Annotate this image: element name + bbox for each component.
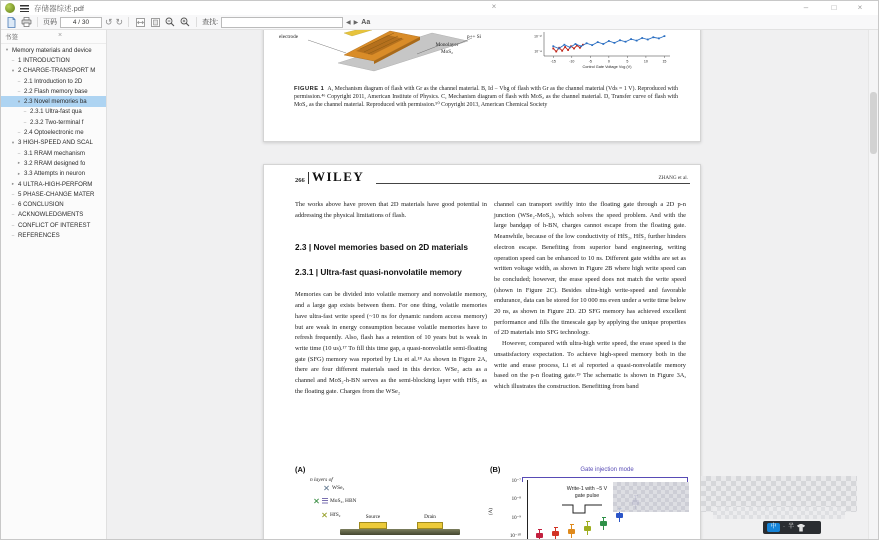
bookmarks-panel bbox=[1, 30, 107, 539]
vertical-scrollbar[interactable] bbox=[868, 30, 878, 539]
header-rule bbox=[376, 183, 690, 184]
toolbar-separator bbox=[128, 17, 129, 27]
toolbar-separator bbox=[37, 17, 38, 27]
bookmarks-tree bbox=[1, 45, 106, 241]
bookmarks-panel-header bbox=[1, 30, 106, 44]
chart-element bbox=[636, 40, 638, 42]
y-tick-label: 10⁻¹⁰ bbox=[509, 534, 521, 539]
chart-element: -15 bbox=[550, 59, 556, 64]
bookmark-item[interactable] bbox=[1, 210, 106, 220]
body-paragraph: Memories can be divided into volatile memory and nonvolatile memory, and a large gap exists between them. For one thing, volatile memories have ultra-fast write speed (~10 ns for dynamic random access memory) but are weak in energy consumption because volatile memories have to refresh frequently. Also, flash has a retention of 10 years but is weak in write time (10 us).¹⁷ To fill this time gap, a quasi-nonvolatile semi-floating gate (SFG) memory was reported by Liu et al.¹⁸ As shown in Figure 2A, there are four different materials used in this device. WSe₂ acts as a channel and MoS₂-h-BN serves as the semi-blocking layer with HfS₂ as the floating gate. Charges from the WSe₂ bbox=[295, 291, 487, 395]
running-head: ZHANG et al. bbox=[658, 175, 688, 181]
figure1-mos2-label: MoS₂ bbox=[441, 49, 453, 55]
bookmark-label: ACKNOWLEDGMENTS bbox=[18, 211, 84, 219]
ime-language-icon[interactable]: 中 bbox=[767, 523, 780, 532]
chart-element bbox=[602, 43, 604, 45]
source-label: Source bbox=[365, 514, 381, 520]
find-label: 查找: bbox=[202, 19, 219, 26]
watermark-mosaic bbox=[713, 507, 845, 519]
annotation-line: gate pulse bbox=[574, 492, 600, 499]
page-number-label: 页码 bbox=[43, 19, 57, 26]
tree-expander-icon[interactable]: – bbox=[17, 150, 21, 156]
bookmark-item[interactable] bbox=[1, 220, 106, 230]
tree-expander-icon[interactable]: ▸ bbox=[11, 181, 15, 186]
chart-element bbox=[625, 41, 627, 43]
bookmark-item[interactable] bbox=[1, 199, 106, 209]
tab-title[interactable]: 存储器综述.pdf bbox=[34, 4, 85, 13]
chart-element bbox=[552, 48, 554, 50]
tree-expander-icon[interactable]: – bbox=[11, 57, 15, 63]
chart-element bbox=[575, 43, 577, 45]
y-tick-label: 10⁻⁷ bbox=[511, 478, 521, 484]
bookmark-label: 2.2 Flash memory base bbox=[24, 87, 88, 95]
tree-expander-icon[interactable]: ▸ bbox=[17, 170, 21, 176]
app-logo-icon bbox=[5, 3, 15, 13]
chart-element bbox=[561, 50, 563, 52]
box-plot-point bbox=[568, 529, 575, 534]
chart-element bbox=[564, 46, 566, 48]
chart-element bbox=[569, 46, 571, 48]
bookmark-label: Memory materials and device bbox=[12, 46, 92, 54]
header-divider bbox=[308, 172, 309, 184]
chart-element: 5 bbox=[626, 59, 629, 64]
find-input[interactable] bbox=[221, 17, 343, 28]
chart-element: -10 bbox=[569, 59, 575, 64]
chart-element bbox=[641, 37, 643, 39]
window-close-button[interactable]: × bbox=[857, 3, 863, 12]
chart-element bbox=[591, 44, 593, 46]
bookmark-item[interactable] bbox=[1, 169, 106, 179]
tree-expander-icon[interactable]: ▾ bbox=[11, 139, 15, 145]
bookmark-label: 6 CONCLUSION bbox=[18, 201, 64, 209]
bookmark-label: 3.1 RRAM mechanism bbox=[24, 149, 85, 157]
zoom-in-icon[interactable] bbox=[179, 16, 191, 28]
bookmark-item[interactable] bbox=[1, 117, 106, 127]
bookmark-label: 3 HIGH-SPEED AND SCAL bbox=[18, 139, 93, 147]
chart-element: 10⁻¹² bbox=[534, 49, 542, 54]
tree-expander-icon[interactable]: – bbox=[17, 88, 21, 94]
left-column bbox=[295, 200, 487, 397]
chart-element bbox=[573, 48, 575, 50]
fit-width-icon[interactable] bbox=[134, 16, 146, 28]
figure2b-y-axis-ticks bbox=[492, 480, 524, 539]
find-next-icon[interactable]: ▶ bbox=[353, 19, 359, 26]
chart-element bbox=[608, 40, 610, 42]
device-substrate bbox=[340, 529, 460, 535]
body-paragraph: channel can transport swiftly into the floating gate through a 2D p-n junction (WSe₂-MoS₂), which solves the speed problem. And with the large bandgap of h-BN, charges cannot escape from the floating gate. Meanwhile, because of the low conductivity of HfS₂, HfS₂ further hinders electron escape. Benefiting from superior band engineering, writing operation speed can be enhanced to 10 ns. Different gate widths are set as written voltage width, as shown in Figure 2B where high write speed can be concluded; however, the erase speed does not match the write speed (shown in Figure 2C). Besides ultra-high write-speed and favorable endurance, data can be stored for 10 000 ms even under a write time below 20 ns, as shown in Figure 2D. 2D SFG memory has achieved excellent performance and fills the timescale gap by applying the unique properties of 2D materials into SFG technology. bbox=[494, 201, 686, 337]
legend-label: MoS₂, HBN bbox=[330, 498, 357, 504]
zoom-out-icon[interactable] bbox=[164, 16, 176, 28]
chart-element bbox=[614, 42, 616, 44]
section-heading-2-3: 2.3 | Novel memories based on 2D materials bbox=[295, 242, 468, 253]
bookmark-item[interactable] bbox=[1, 127, 106, 137]
tree-expander-icon[interactable]: ▾ bbox=[5, 47, 9, 53]
bookmark-label: REFERENCES bbox=[18, 231, 60, 239]
chart-element bbox=[558, 48, 560, 50]
figure1-electrode-label: electrode bbox=[279, 34, 299, 40]
body-paragraph: However, compared with ultra-high write speed, the erase speed is the unsatisfactory expectation. To achieve high-speed memory both in the write and erase process, Li et al reported a quasi-nonvolatile memory based on the p-n floating gate.¹⁹ The schematic is shown in Figure 3A, which illustrates the construction. Benefitting from band bbox=[494, 340, 686, 390]
bookmark-label: CONFLICT OF INTEREST bbox=[18, 221, 91, 229]
bookmark-item[interactable] bbox=[1, 66, 106, 76]
chart-element: 10 bbox=[643, 59, 648, 64]
y-tick-label: 10⁻⁸ bbox=[511, 497, 521, 503]
chart-element bbox=[652, 36, 654, 38]
bookmark-item[interactable] bbox=[1, 96, 106, 106]
find-previous-icon[interactable]: ◀ bbox=[346, 19, 351, 26]
figure2b-label: (B) bbox=[490, 465, 501, 474]
titlebar bbox=[1, 1, 878, 15]
window-maximize-button[interactable]: □ bbox=[831, 3, 837, 12]
chart-element bbox=[580, 45, 582, 47]
bookmark-label: 4 ULTRA-HIGH-PERFORM bbox=[18, 180, 93, 188]
bookmark-label: 2.1 Introduction to 2D bbox=[24, 77, 83, 85]
box-plot-point bbox=[600, 521, 607, 526]
source-electrode bbox=[359, 522, 387, 529]
legend-label: HfS₂ bbox=[330, 512, 341, 518]
bookmark-label: 3.3 Attempts in neuron bbox=[24, 170, 85, 178]
bookmarks-title: 书签 bbox=[5, 34, 18, 41]
chart-element bbox=[586, 42, 588, 44]
bookmark-item[interactable] bbox=[1, 189, 106, 199]
chart-element: 0 bbox=[607, 59, 610, 64]
gate-pulse-icon bbox=[560, 502, 604, 516]
wse2-lattice-icon bbox=[324, 485, 330, 491]
hfs2-lattice-icon bbox=[322, 512, 328, 518]
ime-halfwidth-icon[interactable]: 半 bbox=[788, 524, 795, 530]
tree-expander-icon[interactable]: – bbox=[11, 222, 15, 228]
toolbar-separator bbox=[196, 17, 197, 27]
bookmark-item[interactable] bbox=[1, 148, 106, 158]
mos2-lattice-icon bbox=[314, 498, 320, 504]
drain-label: Drain bbox=[424, 514, 436, 520]
chart-element bbox=[630, 38, 632, 40]
scrollbar-thumb[interactable] bbox=[870, 92, 877, 154]
page-number-input[interactable] bbox=[60, 17, 102, 28]
figure1-monolayer-label: Monolayer bbox=[435, 42, 459, 48]
bookmark-item[interactable] bbox=[1, 55, 106, 65]
drain-electrode bbox=[417, 522, 443, 529]
open-document-icon[interactable] bbox=[5, 16, 17, 28]
tree-expander-icon[interactable]: – bbox=[11, 191, 15, 197]
print-icon[interactable] bbox=[20, 16, 32, 28]
chart-element bbox=[567, 49, 569, 51]
bookmark-item[interactable] bbox=[1, 230, 106, 240]
figure2a-sublabel: n layers of bbox=[310, 477, 333, 483]
ime-status-bar[interactable] bbox=[763, 521, 821, 534]
y-tick-label: 10⁻⁹ bbox=[511, 515, 521, 521]
legend-row-hfs2 bbox=[322, 512, 341, 518]
bookmark-item[interactable] bbox=[1, 107, 106, 117]
bookmark-label: 2 CHARGE-TRANSPORT M bbox=[18, 67, 96, 75]
hbn-layers-icon bbox=[322, 498, 328, 504]
chart-element: -5 bbox=[588, 59, 592, 64]
toolbar bbox=[1, 15, 878, 30]
box-plot-point bbox=[536, 533, 543, 538]
legend-row-mos2-hbn bbox=[314, 498, 356, 504]
fit-page-icon[interactable] bbox=[149, 16, 161, 28]
figure2a-label: (A) bbox=[295, 465, 306, 474]
figure1-substrate-label: p++ Si bbox=[467, 34, 482, 40]
ime-punctuation-icon[interactable]: · bbox=[783, 524, 785, 530]
section-heading-2-3-1: 2.3.1 | Ultra-fast quasi-nonvolatile memory bbox=[295, 266, 462, 277]
box-plot-point bbox=[616, 513, 623, 518]
bookmarks-close-icon[interactable]: × bbox=[58, 32, 63, 39]
body-paragraph: The works above have proven that 2D materials have good potential in addressing the physical limitations of flash. bbox=[295, 201, 487, 219]
tree-expander-icon[interactable]: – bbox=[11, 202, 15, 208]
tree-expander-icon[interactable]: ▾ bbox=[11, 67, 15, 73]
bookmark-item[interactable] bbox=[1, 179, 106, 189]
chart-element bbox=[619, 39, 621, 41]
bookmark-label: 5 PHASE-CHANGE MATER bbox=[18, 190, 95, 198]
window-minimize-button[interactable]: – bbox=[803, 3, 809, 12]
chart-element bbox=[552, 45, 554, 47]
tree-expander-icon[interactable]: – bbox=[11, 232, 15, 238]
legend-label: WSe₂ bbox=[332, 485, 345, 491]
match-case-icon[interactable]: Aa bbox=[361, 18, 371, 26]
bookmark-label: 2.3.1 Ultra-fast qua bbox=[30, 108, 82, 116]
annotation-line: Write-1 with −5 V bbox=[566, 486, 608, 492]
chart-element bbox=[597, 41, 599, 43]
publisher-logo: WILEY bbox=[312, 169, 365, 184]
chart-element bbox=[647, 39, 649, 41]
box-plot-point bbox=[584, 526, 591, 531]
chart-element bbox=[563, 44, 565, 46]
figure1-caption-label: FIGURE 1 bbox=[294, 86, 325, 92]
document-canvas[interactable] bbox=[106, 30, 878, 539]
chart-element: Control Gate Voltage Vcg (V) bbox=[582, 65, 632, 69]
tree-expander-icon[interactable]: – bbox=[23, 109, 27, 115]
tree-expander-icon[interactable]: – bbox=[17, 78, 21, 84]
bookmark-item[interactable] bbox=[1, 86, 106, 96]
watermark-mosaic bbox=[613, 482, 689, 512]
tree-expander-icon[interactable]: – bbox=[17, 130, 21, 136]
right-column bbox=[494, 200, 686, 393]
figure2b-title: Gate injection mode bbox=[580, 467, 634, 473]
bookmark-item[interactable] bbox=[1, 138, 106, 148]
box-plot-point bbox=[552, 531, 559, 536]
rotate-right-icon[interactable]: ↻ bbox=[115, 17, 124, 27]
chart-element: 15 bbox=[662, 59, 667, 64]
bookmark-label: 2.4 Optoelectronic me bbox=[24, 129, 84, 137]
tab-close-icon[interactable]: × bbox=[491, 2, 497, 11]
tree-expander-icon[interactable]: – bbox=[23, 119, 27, 125]
chart-element: 10⁻¹⁰ bbox=[534, 34, 542, 39]
tree-expander-icon[interactable]: – bbox=[11, 212, 15, 218]
bookmark-label: 3.2 RRAM designed fo bbox=[24, 159, 86, 167]
menu-icon[interactable] bbox=[20, 5, 29, 12]
chart-element bbox=[658, 37, 660, 39]
ime-skin-icon[interactable] bbox=[797, 524, 805, 532]
figure2b-y-axis-label: (A) bbox=[488, 508, 494, 515]
legend-row-wse2 bbox=[324, 485, 344, 491]
bookmark-item[interactable] bbox=[1, 76, 106, 86]
chart-element bbox=[555, 51, 557, 53]
figure1-caption-text: A, Mechanism diagram of flash with Gr as the channel material. B, Id − Vbg of flash with Gr as the channel material (Vds = 1 V). Reproduced with permission.⁴⁶ Copyright 2011, American Institute of Physics. C, Mechanism diagram of flash with MoS₂ as the channel material. D, Transfer curve of flash with MoS₂ as the channel material. Reproduced with permission.⁵⁰ Copyright 2013, American Chemical Society bbox=[294, 86, 678, 108]
tree-expander-icon[interactable]: ▸ bbox=[17, 160, 21, 166]
bookmark-label: 2.3 Novel memories ba bbox=[24, 98, 87, 106]
pdf-page-previous bbox=[263, 30, 701, 142]
bookmark-label: 1 INTRODUCTION bbox=[18, 56, 70, 64]
bookmark-item[interactable] bbox=[1, 158, 106, 168]
tree-expander-icon[interactable]: ▾ bbox=[17, 98, 21, 104]
bookmark-label: 2.3.2 Two-terminal f bbox=[30, 118, 84, 126]
chart-element bbox=[664, 35, 666, 37]
journal-page-number: 266 bbox=[295, 177, 305, 184]
bookmark-item[interactable] bbox=[1, 45, 106, 55]
figure1-caption bbox=[294, 86, 678, 110]
rotate-left-icon[interactable]: ↺ bbox=[105, 17, 113, 27]
